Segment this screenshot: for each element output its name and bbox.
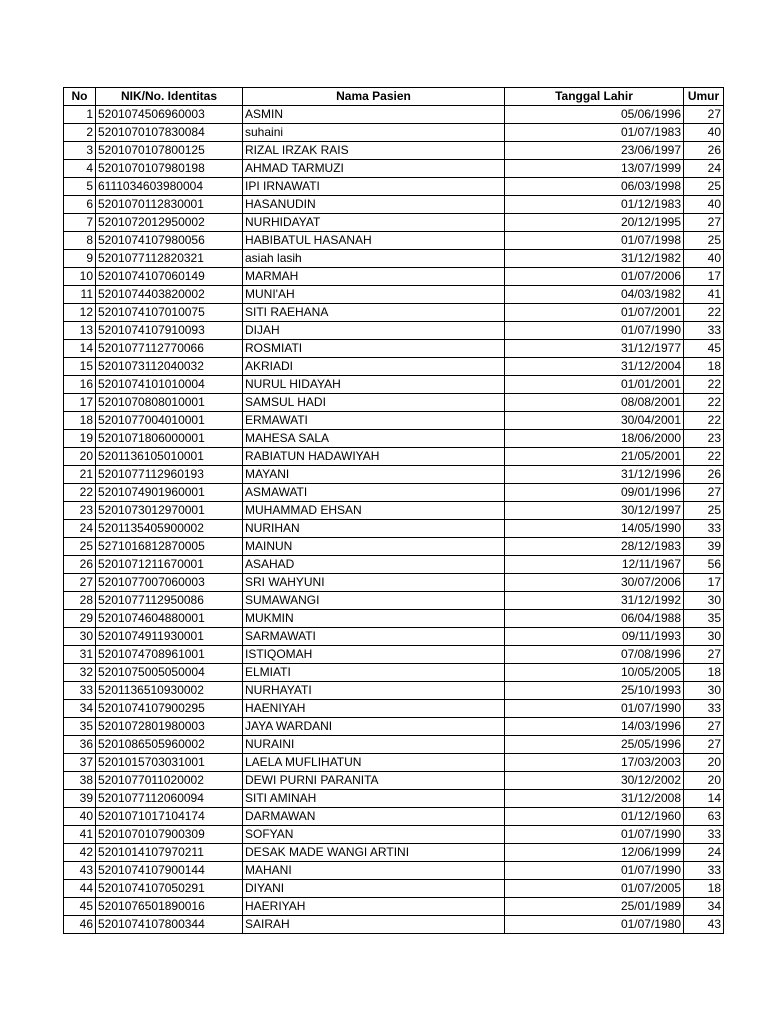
cell-age: 17 <box>684 268 724 286</box>
cell-age: 27 <box>684 646 724 664</box>
cell-no: 19 <box>64 430 96 448</box>
cell-no: 32 <box>64 664 96 682</box>
cell-name: JAYA WARDANI <box>243 718 505 736</box>
cell-no: 18 <box>64 412 96 430</box>
cell-no: 43 <box>64 862 96 880</box>
cell-no: 2 <box>64 124 96 142</box>
cell-no: 33 <box>64 682 96 700</box>
cell-age: 18 <box>684 358 724 376</box>
cell-nik: 5201071017104174 <box>96 808 243 826</box>
cell-name: LAELA MUFLIHATUN <box>243 754 505 772</box>
cell-name: SAIRAH <box>243 916 505 934</box>
cell-name: ASMIN <box>243 106 505 124</box>
table-row <box>64 394 724 412</box>
table-row <box>64 736 724 754</box>
cell-dob: 28/12/1983 <box>505 538 684 556</box>
cell-age: 40 <box>684 250 724 268</box>
table-row <box>64 610 724 628</box>
cell-age: 43 <box>684 916 724 934</box>
cell-nik: 5201086505960002 <box>96 736 243 754</box>
cell-dob: 31/12/1977 <box>505 340 684 358</box>
header-no: No <box>64 88 96 106</box>
cell-name: DESAK MADE WANGI ARTINI <box>243 844 505 862</box>
cell-age: 30 <box>684 682 724 700</box>
cell-dob: 12/11/1967 <box>505 556 684 574</box>
table-row <box>64 646 724 664</box>
cell-nik: 5201074107980056 <box>96 232 243 250</box>
cell-dob: 30/07/2006 <box>505 574 684 592</box>
cell-name: IPI IRNAWATI <box>243 178 505 196</box>
cell-nik: 5201077011020002 <box>96 772 243 790</box>
cell-nik: 5201077007060003 <box>96 574 243 592</box>
cell-no: 20 <box>64 448 96 466</box>
table-row <box>64 376 724 394</box>
cell-nik: 5201074708961001 <box>96 646 243 664</box>
cell-dob: 01/07/1990 <box>505 322 684 340</box>
cell-name: DARMAWAN <box>243 808 505 826</box>
cell-dob: 06/03/1998 <box>505 178 684 196</box>
cell-age: 27 <box>684 214 724 232</box>
cell-name: MUKMIN <box>243 610 505 628</box>
cell-name: ISTIQOMAH <box>243 646 505 664</box>
cell-dob: 08/08/2001 <box>505 394 684 412</box>
cell-age: 24 <box>684 160 724 178</box>
cell-no: 9 <box>64 250 96 268</box>
cell-nik: 5201070107900309 <box>96 826 243 844</box>
cell-name: ASAHAD <box>243 556 505 574</box>
cell-age: 35 <box>684 610 724 628</box>
table-row <box>64 808 724 826</box>
cell-nik: 5201074403820002 <box>96 286 243 304</box>
cell-nik: 5201074107900295 <box>96 700 243 718</box>
cell-dob: 01/07/1990 <box>505 826 684 844</box>
cell-name: HAERIYAH <box>243 898 505 916</box>
cell-no: 17 <box>64 394 96 412</box>
cell-age: 27 <box>684 106 724 124</box>
table-row <box>64 448 724 466</box>
cell-nik: 5201070107980198 <box>96 160 243 178</box>
cell-no: 13 <box>64 322 96 340</box>
table-row <box>64 862 724 880</box>
cell-dob: 31/12/1996 <box>505 466 684 484</box>
cell-nik: 5201077112060094 <box>96 790 243 808</box>
cell-nik: 5201074107900144 <box>96 862 243 880</box>
cell-dob: 01/07/2005 <box>505 880 684 898</box>
table-row <box>64 250 724 268</box>
cell-name: MARMAH <box>243 268 505 286</box>
cell-age: 25 <box>684 232 724 250</box>
cell-age: 22 <box>684 394 724 412</box>
header-nik: NIK/No. Identitas <box>96 88 243 106</box>
table-row <box>64 484 724 502</box>
cell-no: 22 <box>64 484 96 502</box>
table-row <box>64 916 724 934</box>
cell-age: 20 <box>684 772 724 790</box>
table-row <box>64 232 724 250</box>
cell-dob: 18/06/2000 <box>505 430 684 448</box>
cell-nik: 5201074107060149 <box>96 268 243 286</box>
cell-name: SUMAWANGI <box>243 592 505 610</box>
cell-no: 5 <box>64 178 96 196</box>
cell-name: MUHAMMAD EHSAN <box>243 502 505 520</box>
cell-name: SITI AMINAH <box>243 790 505 808</box>
cell-name: SITI RAEHANA <box>243 304 505 322</box>
cell-name: RABIATUN HADAWIYAH <box>243 448 505 466</box>
table-row <box>64 592 724 610</box>
table-row <box>64 790 724 808</box>
table-row <box>64 358 724 376</box>
table-body <box>64 106 724 934</box>
cell-name: MAHESA SALA <box>243 430 505 448</box>
cell-name: MAHANI <box>243 862 505 880</box>
cell-nik: 5201074506960003 <box>96 106 243 124</box>
cell-nik: 5201136105010001 <box>96 448 243 466</box>
cell-age: 22 <box>684 304 724 322</box>
cell-nik: 5201070107800125 <box>96 142 243 160</box>
cell-no: 3 <box>64 142 96 160</box>
cell-name: ERMAWATI <box>243 412 505 430</box>
cell-name: ROSMIATI <box>243 340 505 358</box>
cell-name: ASMAWATI <box>243 484 505 502</box>
cell-age: 39 <box>684 538 724 556</box>
cell-nik: 5201074901960001 <box>96 484 243 502</box>
cell-age: 26 <box>684 142 724 160</box>
cell-name: SOFYAN <box>243 826 505 844</box>
cell-no: 34 <box>64 700 96 718</box>
cell-nik: 5201136510930002 <box>96 682 243 700</box>
cell-no: 24 <box>64 520 96 538</box>
cell-nik: 5201074107800344 <box>96 916 243 934</box>
cell-dob: 25/10/1993 <box>505 682 684 700</box>
cell-dob: 09/01/1996 <box>505 484 684 502</box>
cell-no: 35 <box>64 718 96 736</box>
table-row <box>64 142 724 160</box>
cell-age: 30 <box>684 592 724 610</box>
cell-no: 6 <box>64 196 96 214</box>
cell-dob: 10/05/2005 <box>505 664 684 682</box>
table-row <box>64 880 724 898</box>
cell-dob: 01/12/1960 <box>505 808 684 826</box>
table-row <box>64 502 724 520</box>
cell-nik: 5201076501890016 <box>96 898 243 916</box>
cell-no: 38 <box>64 772 96 790</box>
table-row <box>64 412 724 430</box>
cell-name: DIYANI <box>243 880 505 898</box>
cell-no: 1 <box>64 106 96 124</box>
cell-name: suhaini <box>243 124 505 142</box>
cell-dob: 01/12/1983 <box>505 196 684 214</box>
table-row <box>64 574 724 592</box>
cell-nik: 5201074107050291 <box>96 880 243 898</box>
cell-name: AHMAD TARMUZI <box>243 160 505 178</box>
cell-age: 22 <box>684 412 724 430</box>
table-row <box>64 106 724 124</box>
cell-nik: 5201075005050004 <box>96 664 243 682</box>
cell-no: 7 <box>64 214 96 232</box>
cell-nik: 5201074604880001 <box>96 610 243 628</box>
cell-age: 33 <box>684 700 724 718</box>
cell-no: 16 <box>64 376 96 394</box>
cell-dob: 30/04/2001 <box>505 412 684 430</box>
cell-no: 41 <box>64 826 96 844</box>
cell-dob: 04/03/1982 <box>505 286 684 304</box>
cell-nik: 5201074107010075 <box>96 304 243 322</box>
cell-no: 36 <box>64 736 96 754</box>
header-row <box>64 88 724 106</box>
cell-no: 8 <box>64 232 96 250</box>
cell-name: HABIBATUL HASANAH <box>243 232 505 250</box>
table-row <box>64 196 724 214</box>
table-row <box>64 322 724 340</box>
cell-dob: 25/01/1989 <box>505 898 684 916</box>
cell-no: 4 <box>64 160 96 178</box>
cell-dob: 31/12/1992 <box>505 592 684 610</box>
cell-no: 10 <box>64 268 96 286</box>
cell-age: 40 <box>684 196 724 214</box>
cell-nik: 5201077112820321 <box>96 250 243 268</box>
table-row <box>64 466 724 484</box>
cell-name: NURAINI <box>243 736 505 754</box>
cell-age: 25 <box>684 502 724 520</box>
cell-name: ELMIATI <box>243 664 505 682</box>
cell-name: SARMAWATI <box>243 628 505 646</box>
table-row <box>64 754 724 772</box>
header-age: Umur <box>684 88 724 106</box>
table-row <box>64 718 724 736</box>
cell-dob: 01/07/1990 <box>505 862 684 880</box>
cell-name: MUNI'AH <box>243 286 505 304</box>
cell-name: AKRIADI <box>243 358 505 376</box>
cell-nik: 5201073012970001 <box>96 502 243 520</box>
cell-dob: 20/12/1995 <box>505 214 684 232</box>
cell-age: 63 <box>684 808 724 826</box>
cell-name: HASANUDIN <box>243 196 505 214</box>
table-row <box>64 772 724 790</box>
cell-age: 27 <box>684 718 724 736</box>
table-row <box>64 268 724 286</box>
table-row <box>64 826 724 844</box>
cell-dob: 01/07/2006 <box>505 268 684 286</box>
cell-no: 44 <box>64 880 96 898</box>
cell-age: 27 <box>684 736 724 754</box>
table-row <box>64 160 724 178</box>
cell-dob: 06/04/1988 <box>505 610 684 628</box>
cell-age: 26 <box>684 466 724 484</box>
table-row <box>64 682 724 700</box>
header-dob: Tanggal Lahir <box>505 88 684 106</box>
cell-no: 30 <box>64 628 96 646</box>
cell-dob: 01/07/1998 <box>505 232 684 250</box>
table-row <box>64 628 724 646</box>
cell-nik: 5201071211670001 <box>96 556 243 574</box>
cell-age: 22 <box>684 448 724 466</box>
cell-dob: 01/07/1990 <box>505 700 684 718</box>
cell-age: 56 <box>684 556 724 574</box>
cell-age: 30 <box>684 628 724 646</box>
cell-dob: 01/07/1983 <box>505 124 684 142</box>
cell-dob: 25/05/1996 <box>505 736 684 754</box>
table-row <box>64 844 724 862</box>
cell-dob: 23/06/1997 <box>505 142 684 160</box>
cell-nik: 5201015703031001 <box>96 754 243 772</box>
header-name: Nama Pasien <box>243 88 505 106</box>
cell-dob: 09/11/1993 <box>505 628 684 646</box>
cell-dob: 30/12/1997 <box>505 502 684 520</box>
cell-no: 23 <box>64 502 96 520</box>
patient-table <box>63 87 724 934</box>
cell-age: 20 <box>684 754 724 772</box>
table-row <box>64 520 724 538</box>
cell-no: 12 <box>64 304 96 322</box>
cell-age: 24 <box>684 844 724 862</box>
cell-name: NURIHAN <box>243 520 505 538</box>
cell-dob: 14/05/1990 <box>505 520 684 538</box>
cell-dob: 21/05/2001 <box>505 448 684 466</box>
cell-nik: 5201077112770066 <box>96 340 243 358</box>
cell-dob: 01/07/1980 <box>505 916 684 934</box>
table-row <box>64 700 724 718</box>
table-row <box>64 214 724 232</box>
cell-age: 33 <box>684 826 724 844</box>
table-row <box>64 898 724 916</box>
cell-nik: 5201073112040032 <box>96 358 243 376</box>
cell-no: 14 <box>64 340 96 358</box>
cell-age: 18 <box>684 880 724 898</box>
cell-nik: 5201070107830084 <box>96 124 243 142</box>
cell-dob: 01/01/2001 <box>505 376 684 394</box>
cell-nik: 5201074911930001 <box>96 628 243 646</box>
cell-nik: 5201077112950086 <box>96 592 243 610</box>
cell-dob: 14/03/1996 <box>505 718 684 736</box>
cell-nik: 5201077112960193 <box>96 466 243 484</box>
cell-name: SRI WAHYUNI <box>243 574 505 592</box>
cell-age: 41 <box>684 286 724 304</box>
cell-nik: 6111034603980004 <box>96 178 243 196</box>
cell-no: 15 <box>64 358 96 376</box>
cell-age: 40 <box>684 124 724 142</box>
cell-no: 26 <box>64 556 96 574</box>
cell-age: 14 <box>684 790 724 808</box>
cell-name: DEWI PURNI PARANITA <box>243 772 505 790</box>
cell-dob: 30/12/2002 <box>505 772 684 790</box>
cell-no: 46 <box>64 916 96 934</box>
cell-age: 23 <box>684 430 724 448</box>
cell-dob: 01/07/2001 <box>505 304 684 322</box>
cell-age: 34 <box>684 898 724 916</box>
cell-nik: 5201077004010001 <box>96 412 243 430</box>
cell-nik: 5201074107910093 <box>96 322 243 340</box>
cell-nik: 5201074101010004 <box>96 376 243 394</box>
cell-no: 29 <box>64 610 96 628</box>
cell-dob: 13/07/1999 <box>505 160 684 178</box>
cell-no: 25 <box>64 538 96 556</box>
table-row <box>64 178 724 196</box>
table-row <box>64 664 724 682</box>
cell-nik: 5201135405900002 <box>96 520 243 538</box>
cell-name: NURUL HIDAYAH <box>243 376 505 394</box>
cell-name: DIJAH <box>243 322 505 340</box>
cell-name: SAMSUL HADI <box>243 394 505 412</box>
cell-nik: 5201072012950002 <box>96 214 243 232</box>
cell-dob: 31/12/2008 <box>505 790 684 808</box>
cell-age: 33 <box>684 322 724 340</box>
cell-name: NURHIDAYAT <box>243 214 505 232</box>
cell-name: MAINUN <box>243 538 505 556</box>
cell-no: 11 <box>64 286 96 304</box>
cell-age: 22 <box>684 376 724 394</box>
cell-dob: 31/12/1982 <box>505 250 684 268</box>
cell-no: 28 <box>64 592 96 610</box>
table-row <box>64 304 724 322</box>
cell-nik: 5201072801980003 <box>96 718 243 736</box>
cell-age: 33 <box>684 520 724 538</box>
table-row <box>64 538 724 556</box>
cell-nik: 5201070112830001 <box>96 196 243 214</box>
cell-name: asiah lasih <box>243 250 505 268</box>
cell-nik: 5201071806000001 <box>96 430 243 448</box>
cell-name: MAYANI <box>243 466 505 484</box>
cell-no: 27 <box>64 574 96 592</box>
cell-dob: 05/06/1996 <box>505 106 684 124</box>
cell-name: NURHAYATI <box>243 682 505 700</box>
cell-dob: 12/06/1999 <box>505 844 684 862</box>
table-row <box>64 286 724 304</box>
cell-no: 40 <box>64 808 96 826</box>
table-row <box>64 124 724 142</box>
cell-nik: 5271016812870005 <box>96 538 243 556</box>
cell-age: 33 <box>684 862 724 880</box>
cell-nik: 5201070808010001 <box>96 394 243 412</box>
table-row <box>64 556 724 574</box>
table-row <box>64 430 724 448</box>
cell-age: 45 <box>684 340 724 358</box>
cell-no: 42 <box>64 844 96 862</box>
cell-name: RIZAL IRZAK RAIS <box>243 142 505 160</box>
cell-nik: 5201014107970211 <box>96 844 243 862</box>
cell-age: 17 <box>684 574 724 592</box>
cell-no: 37 <box>64 754 96 772</box>
cell-age: 18 <box>684 664 724 682</box>
cell-name: HAENIYAH <box>243 700 505 718</box>
cell-dob: 17/03/2003 <box>505 754 684 772</box>
cell-dob: 07/08/1996 <box>505 646 684 664</box>
cell-no: 21 <box>64 466 96 484</box>
cell-age: 27 <box>684 484 724 502</box>
cell-no: 45 <box>64 898 96 916</box>
cell-dob: 31/12/2004 <box>505 358 684 376</box>
table-row <box>64 340 724 358</box>
cell-no: 31 <box>64 646 96 664</box>
cell-age: 25 <box>684 178 724 196</box>
cell-no: 39 <box>64 790 96 808</box>
